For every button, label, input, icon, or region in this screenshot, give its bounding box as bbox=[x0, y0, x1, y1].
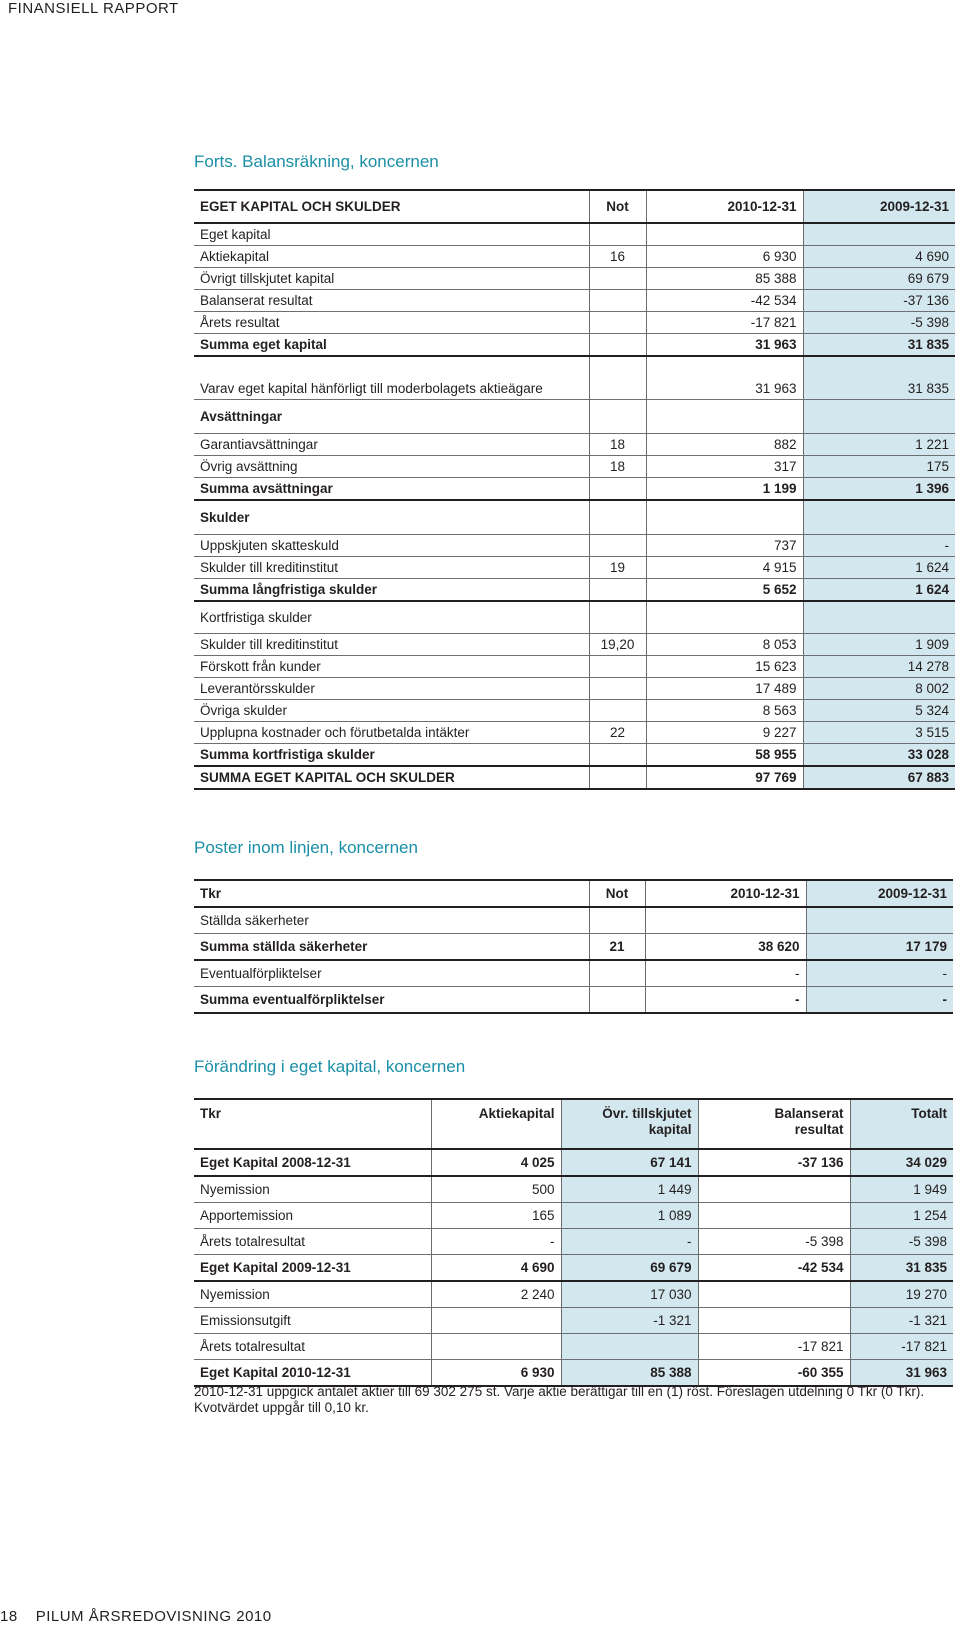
row-share-capital: 4 025 bbox=[431, 1149, 561, 1176]
share-count-footnote: 2010-12-31 uppgick antalet aktier till 69 302 275 st. Varje aktie berättigar till en (1) röst. Föreslagen utdelning 0 Tkr (0 Tkr). Kvotvärdet uppgår till 0,10 kr. bbox=[194, 1384, 925, 1415]
row-note: 18 bbox=[589, 456, 646, 478]
row-label: Årets totalresultat bbox=[194, 1334, 431, 1360]
row-note bbox=[589, 400, 646, 434]
row-retained-earnings: -37 136 bbox=[698, 1149, 850, 1176]
equity-row bbox=[194, 1229, 953, 1255]
row-value-2010 bbox=[646, 500, 803, 535]
equity-header-row bbox=[194, 1099, 953, 1149]
publication-name: PILUM ÅRSREDOVISNING 2010 bbox=[35, 1608, 272, 1625]
balance-row bbox=[194, 678, 955, 700]
row-value-2010: 4 915 bbox=[646, 557, 803, 579]
row-value-2010 bbox=[645, 907, 806, 934]
row-label: Skulder till kreditinstitut bbox=[194, 557, 589, 579]
balance-row bbox=[194, 634, 955, 656]
equity-table bbox=[194, 1098, 953, 1387]
row-label: Skulder bbox=[194, 500, 589, 535]
balance-row bbox=[194, 500, 955, 535]
row-value-2010: 8 053 bbox=[646, 634, 803, 656]
row-note bbox=[589, 535, 646, 557]
row-value-2009: 175 bbox=[803, 456, 955, 478]
row-label: Kortfristiga skulder bbox=[194, 601, 589, 634]
row-value-2010: 85 388 bbox=[646, 268, 803, 290]
row-note bbox=[589, 601, 646, 634]
row-retained-earnings: -60 355 bbox=[698, 1360, 850, 1387]
row-value-2009: 5 324 bbox=[803, 700, 955, 722]
row-value-2010: - bbox=[645, 987, 806, 1014]
row-note bbox=[589, 678, 646, 700]
balance-header-row bbox=[194, 190, 955, 223]
equity-title: Förändring i eget kapital, koncernen bbox=[194, 1057, 466, 1076]
row-share-capital bbox=[431, 1334, 561, 1360]
balance-sheet-table bbox=[194, 189, 955, 790]
pledges-row bbox=[194, 960, 953, 987]
row-total: -1 321 bbox=[850, 1308, 953, 1334]
row-total: 1 949 bbox=[850, 1176, 953, 1203]
equity-row bbox=[194, 1308, 953, 1334]
row-retained-earnings bbox=[698, 1281, 850, 1308]
row-share-capital: 165 bbox=[431, 1203, 561, 1229]
row-note bbox=[589, 334, 646, 357]
row-other-capital: 17 030 bbox=[561, 1281, 698, 1308]
row-share-capital: 500 bbox=[431, 1176, 561, 1203]
row-label: Årets totalresultat bbox=[194, 1229, 431, 1255]
equity-row bbox=[194, 1176, 953, 1203]
row-label: Uppskjuten skatteskuld bbox=[194, 535, 589, 557]
row-value-2010: 5 652 bbox=[646, 579, 803, 602]
row-share-capital: 6 930 bbox=[431, 1360, 561, 1387]
balance-row bbox=[194, 700, 955, 722]
row-label: Eventualförpliktelser bbox=[194, 960, 589, 987]
balance-row bbox=[194, 356, 955, 378]
row-value-2010: 882 bbox=[646, 434, 803, 456]
balance-row bbox=[194, 223, 955, 246]
row-total: 34 029 bbox=[850, 1149, 953, 1176]
row-value-2009: -37 136 bbox=[803, 290, 955, 312]
row-retained-earnings: -42 534 bbox=[698, 1255, 850, 1282]
pledges-row bbox=[194, 987, 953, 1014]
balance-row bbox=[194, 766, 955, 789]
balance-row bbox=[194, 456, 955, 478]
row-note bbox=[589, 907, 645, 934]
balance-row bbox=[194, 535, 955, 557]
balance-row bbox=[194, 601, 955, 634]
row-note bbox=[589, 223, 646, 246]
row-note bbox=[589, 656, 646, 678]
row-other-capital bbox=[561, 1334, 698, 1360]
row-label bbox=[194, 356, 589, 378]
column-header-note: Not bbox=[589, 190, 646, 223]
row-label: Avsättningar bbox=[194, 400, 589, 434]
balance-row bbox=[194, 334, 955, 357]
row-label: Eget Kapital 2009-12-31 bbox=[194, 1255, 431, 1282]
row-value-2010: 15 623 bbox=[646, 656, 803, 678]
row-value-2010: 38 620 bbox=[645, 934, 806, 961]
row-note: 19,20 bbox=[589, 634, 646, 656]
row-value-2010: 737 bbox=[646, 535, 803, 557]
row-label: Leverantörsskulder bbox=[194, 678, 589, 700]
row-value-2009: - bbox=[806, 960, 953, 987]
balance-sheet-title: Forts. Balansräkning, koncernen bbox=[194, 152, 439, 171]
equity-row bbox=[194, 1203, 953, 1229]
row-value-2009: - bbox=[806, 987, 953, 1014]
row-value-2009 bbox=[803, 223, 955, 246]
row-note bbox=[589, 744, 646, 767]
row-label: Eget Kapital 2008-12-31 bbox=[194, 1149, 431, 1176]
balance-row bbox=[194, 434, 955, 456]
row-value-2009 bbox=[803, 400, 955, 434]
row-value-2010: 58 955 bbox=[646, 744, 803, 767]
row-value-2009: 4 690 bbox=[803, 246, 955, 268]
column-header-total: Totalt bbox=[850, 1099, 953, 1149]
row-value-2009: 1 909 bbox=[803, 634, 955, 656]
row-label: Garantiavsättningar bbox=[194, 434, 589, 456]
equity-row bbox=[194, 1255, 953, 1282]
column-header-2009: 2009-12-31 bbox=[803, 190, 955, 223]
row-value-2010: 17 489 bbox=[646, 678, 803, 700]
row-retained-earnings bbox=[698, 1203, 850, 1229]
row-value-2009: 67 883 bbox=[803, 766, 955, 789]
row-note bbox=[589, 312, 646, 334]
row-total: -17 821 bbox=[850, 1334, 953, 1360]
row-label: Övriga skulder bbox=[194, 700, 589, 722]
row-value-2009: 8 002 bbox=[803, 678, 955, 700]
column-header-other-capital: Övr. tillskjutet kapital bbox=[561, 1099, 698, 1149]
row-label: Summa ställda säkerheter bbox=[194, 934, 589, 961]
row-note bbox=[589, 700, 646, 722]
row-value-2009: 33 028 bbox=[803, 744, 955, 767]
row-value-2009: 1 221 bbox=[803, 434, 955, 456]
row-label: Summa långfristiga skulder bbox=[194, 579, 589, 602]
row-total: 1 254 bbox=[850, 1203, 953, 1229]
row-total: 31 963 bbox=[850, 1360, 953, 1387]
row-total: -5 398 bbox=[850, 1229, 953, 1255]
row-label: Nyemission bbox=[194, 1176, 431, 1203]
row-value-2010 bbox=[646, 400, 803, 434]
balance-row bbox=[194, 268, 955, 290]
row-label: Upplupna kostnader och förutbetalda intäkter bbox=[194, 722, 589, 744]
row-label: SUMMA EGET KAPITAL OCH SKULDER bbox=[194, 766, 589, 789]
row-note: 16 bbox=[589, 246, 646, 268]
row-share-capital bbox=[431, 1308, 561, 1334]
row-note: 19 bbox=[589, 557, 646, 579]
row-label: Eget Kapital 2010-12-31 bbox=[194, 1360, 431, 1387]
row-note: 21 bbox=[589, 934, 645, 961]
pledges-table bbox=[194, 879, 953, 1014]
row-share-capital: 2 240 bbox=[431, 1281, 561, 1308]
row-note: 18 bbox=[589, 434, 646, 456]
row-label: Ställda säkerheter bbox=[194, 907, 589, 934]
column-header-label: Tkr bbox=[194, 880, 589, 907]
row-other-capital: 1 449 bbox=[561, 1176, 698, 1203]
row-note bbox=[589, 960, 645, 987]
row-label: Varav eget kapital hänförligt till moderbolagets aktieägare bbox=[194, 378, 589, 400]
row-value-2009 bbox=[803, 601, 955, 634]
row-other-capital: 69 679 bbox=[561, 1255, 698, 1282]
row-note bbox=[589, 268, 646, 290]
column-header-note: Not bbox=[589, 880, 645, 907]
row-note bbox=[589, 356, 646, 378]
row-share-capital: 4 690 bbox=[431, 1255, 561, 1282]
row-value-2010: 9 227 bbox=[646, 722, 803, 744]
balance-row bbox=[194, 656, 955, 678]
row-value-2010: - bbox=[645, 960, 806, 987]
row-value-2009: 14 278 bbox=[803, 656, 955, 678]
row-other-capital: -1 321 bbox=[561, 1308, 698, 1334]
row-label: Årets resultat bbox=[194, 312, 589, 334]
equity-row bbox=[194, 1360, 953, 1387]
row-note bbox=[589, 579, 646, 602]
row-label: Övrig avsättning bbox=[194, 456, 589, 478]
balance-row bbox=[194, 290, 955, 312]
report-section-label: FINANSIELL RAPPORT bbox=[8, 0, 179, 17]
row-note bbox=[589, 987, 645, 1014]
row-value-2010: 317 bbox=[646, 456, 803, 478]
row-label: Skulder till kreditinstitut bbox=[194, 634, 589, 656]
row-value-2010: 31 963 bbox=[646, 378, 803, 400]
row-label: Summa eventualförpliktelser bbox=[194, 987, 589, 1014]
row-retained-earnings bbox=[698, 1308, 850, 1334]
row-value-2010: 8 563 bbox=[646, 700, 803, 722]
balance-row bbox=[194, 312, 955, 334]
row-note bbox=[589, 766, 646, 789]
balance-row bbox=[194, 557, 955, 579]
row-label: Eget kapital bbox=[194, 223, 589, 246]
row-total: 31 835 bbox=[850, 1255, 953, 1282]
row-label: Emissionsutgift bbox=[194, 1308, 431, 1334]
equity-row bbox=[194, 1334, 953, 1360]
row-note bbox=[589, 478, 646, 501]
balance-row bbox=[194, 722, 955, 744]
equity-row bbox=[194, 1149, 953, 1176]
row-value-2010 bbox=[646, 223, 803, 246]
row-value-2009: 17 179 bbox=[806, 934, 953, 961]
row-total: 19 270 bbox=[850, 1281, 953, 1308]
row-value-2009 bbox=[806, 907, 953, 934]
row-retained-earnings: -5 398 bbox=[698, 1229, 850, 1255]
row-value-2010: 1 199 bbox=[646, 478, 803, 501]
pledges-title: Poster inom linjen, koncernen bbox=[194, 838, 418, 857]
row-note bbox=[589, 378, 646, 400]
row-other-capital: 85 388 bbox=[561, 1360, 698, 1387]
row-label: Summa avsättningar bbox=[194, 478, 589, 501]
row-note bbox=[589, 290, 646, 312]
row-other-capital: 67 141 bbox=[561, 1149, 698, 1176]
row-label: Apportemission bbox=[194, 1203, 431, 1229]
pledges-row bbox=[194, 934, 953, 961]
row-value-2010: 97 769 bbox=[646, 766, 803, 789]
row-value-2009: 3 515 bbox=[803, 722, 955, 744]
balance-row bbox=[194, 378, 955, 400]
row-label: Summa kortfristiga skulder bbox=[194, 744, 589, 767]
column-header-retained-earnings: Balanserat resultat bbox=[698, 1099, 850, 1149]
row-value-2009: 1 624 bbox=[803, 557, 955, 579]
row-value-2010 bbox=[646, 356, 803, 378]
page-footer bbox=[0, 1608, 272, 1625]
column-header-share-capital: Aktiekapital bbox=[431, 1099, 561, 1149]
row-note bbox=[589, 500, 646, 535]
row-value-2009 bbox=[803, 356, 955, 378]
row-value-2009: 31 835 bbox=[803, 378, 955, 400]
row-other-capital: 1 089 bbox=[561, 1203, 698, 1229]
row-label: Nyemission bbox=[194, 1281, 431, 1308]
balance-row bbox=[194, 744, 955, 767]
row-value-2010: 6 930 bbox=[646, 246, 803, 268]
column-header-2009: 2009-12-31 bbox=[806, 880, 953, 907]
row-label: Övrigt tillskjutet kapital bbox=[194, 268, 589, 290]
row-retained-earnings bbox=[698, 1176, 850, 1203]
row-value-2009: - bbox=[803, 535, 955, 557]
page-number: 18 bbox=[0, 1608, 18, 1625]
balance-row bbox=[194, 246, 955, 268]
row-value-2009: -5 398 bbox=[803, 312, 955, 334]
pledges-header-row bbox=[194, 880, 953, 907]
row-other-capital: - bbox=[561, 1229, 698, 1255]
row-value-2010: -42 534 bbox=[646, 290, 803, 312]
row-value-2010: -17 821 bbox=[646, 312, 803, 334]
row-label: Förskott från kunder bbox=[194, 656, 589, 678]
row-share-capital: - bbox=[431, 1229, 561, 1255]
balance-row bbox=[194, 478, 955, 501]
row-value-2009: 1 624 bbox=[803, 579, 955, 602]
row-label: Aktiekapital bbox=[194, 246, 589, 268]
column-header-label: Tkr bbox=[194, 1099, 431, 1149]
row-label: Balanserat resultat bbox=[194, 290, 589, 312]
equity-row bbox=[194, 1281, 953, 1308]
pledges-row bbox=[194, 907, 953, 934]
balance-row bbox=[194, 400, 955, 434]
row-retained-earnings: -17 821 bbox=[698, 1334, 850, 1360]
row-value-2009: 31 835 bbox=[803, 334, 955, 357]
row-value-2010: 31 963 bbox=[646, 334, 803, 357]
balance-row bbox=[194, 579, 955, 602]
row-value-2009 bbox=[803, 500, 955, 535]
row-value-2010 bbox=[646, 601, 803, 634]
row-note: 22 bbox=[589, 722, 646, 744]
column-header-2010: 2010-12-31 bbox=[645, 880, 806, 907]
row-label: Summa eget kapital bbox=[194, 334, 589, 357]
column-header-label: EGET KAPITAL OCH SKULDER bbox=[194, 190, 589, 223]
row-value-2009: 1 396 bbox=[803, 478, 955, 501]
row-value-2009: 69 679 bbox=[803, 268, 955, 290]
column-header-2010: 2010-12-31 bbox=[646, 190, 803, 223]
